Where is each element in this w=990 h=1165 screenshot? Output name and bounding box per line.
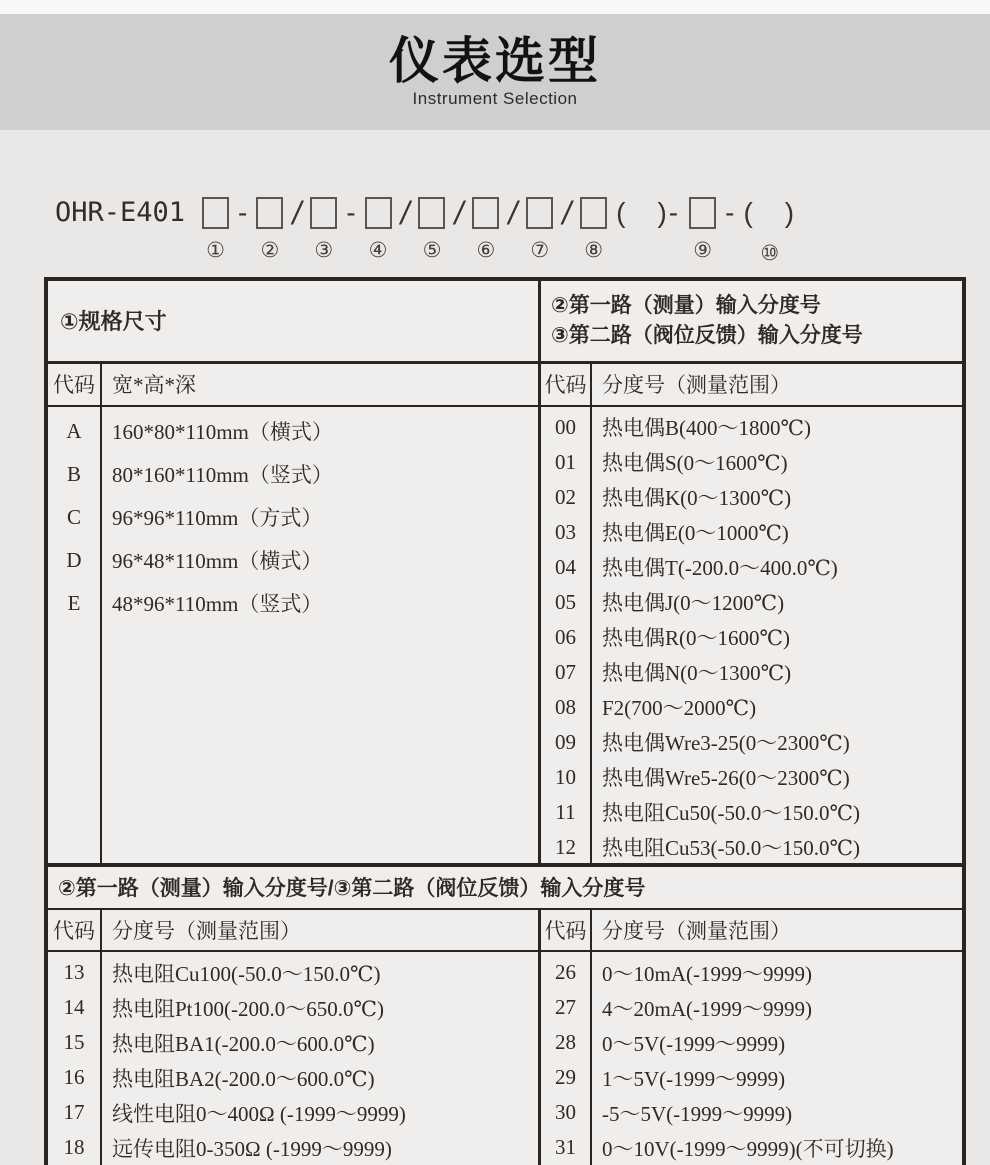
col-header-code: 代码	[544, 919, 587, 943]
model-code-field-8	[580, 194, 607, 262]
input-row: 18 远传电阻0-350Ω (-1999～9999)	[63, 1135, 392, 1161]
size-panel	[48, 364, 541, 863]
input-row: 30 -5～5V(-1999～9999)	[555, 1100, 793, 1126]
code-box-1	[202, 197, 229, 229]
input-row: 04 热电偶T(-200.0～400.0℃)	[555, 554, 838, 581]
input-row: 00 热电偶B(400～1800℃)	[555, 414, 811, 441]
model-code-field-3	[310, 194, 337, 262]
size-row: B 80*160*110mm（竖式）	[66, 461, 333, 488]
model-code-separator	[238, 194, 247, 265]
input-row: 29 1～5V(-1999～9999)	[555, 1065, 786, 1091]
input-row: 16 热电阻BA2(-200.0～600.0℃)	[63, 1065, 375, 1091]
size-row: D 96*48*110mm（横式）	[66, 547, 323, 574]
slash-separator: /	[292, 195, 302, 231]
section2-right-panel	[541, 910, 962, 1165]
page-title: 仪表选型	[389, 32, 601, 89]
model-code-field-4	[365, 194, 392, 262]
paren-blank: ( )	[743, 197, 797, 228]
size-rows	[48, 407, 538, 625]
col-header-size: 宽*高*深	[112, 373, 196, 398]
input-header-line1: ②第一路（测量）输入分度号	[551, 294, 821, 318]
input-row: 06 热电偶R(0～1600℃)	[555, 624, 790, 651]
col-header-code: 代码	[53, 919, 95, 943]
code-box-9	[689, 197, 716, 229]
input-row: 28 0～5V(-1999～9999)	[555, 1030, 786, 1056]
spec-size-header: ①规格尺寸	[48, 281, 541, 361]
slash-separator: /	[562, 195, 572, 231]
model-code-separator	[346, 194, 355, 265]
input-row: 12 热电阻Cu53(-50.0～150.0℃)	[555, 834, 860, 861]
input-column-headers	[541, 364, 962, 407]
section2-left-panel	[48, 910, 541, 1165]
model-code-field-1	[202, 194, 229, 262]
selection-table	[44, 277, 966, 1165]
model-code-separator	[508, 194, 517, 265]
model-code-separator	[292, 194, 301, 265]
code-box-8	[580, 197, 607, 229]
model-code-separator	[725, 194, 734, 265]
slash-separator: /	[400, 195, 410, 231]
size-column-headers	[48, 364, 538, 407]
position-circle-6: ⑥	[476, 238, 496, 262]
input-row: 09 热电偶Wre3-25(0～2300℃)	[555, 729, 850, 756]
position-circle-10: ⑩	[760, 241, 780, 265]
model-code-line	[55, 194, 970, 265]
input-row: 03 热电偶E(0～1000℃)	[555, 519, 789, 546]
input-channel-header	[541, 281, 962, 361]
column-divider	[590, 910, 592, 1165]
header-band	[0, 14, 990, 130]
position-circle-5: ⑤	[422, 238, 442, 262]
code-box-7	[526, 197, 553, 229]
input-row: 05 热电偶J(0～1200℃)	[555, 589, 785, 616]
input-panel	[541, 364, 962, 863]
model-code-paren-group-10	[743, 194, 796, 265]
position-circle-9: ⑨	[693, 238, 713, 262]
code-box-2	[256, 197, 283, 229]
position-circle-3: ③	[314, 238, 334, 262]
top-strip	[0, 0, 990, 14]
model-code-field-2	[256, 194, 283, 262]
col-header-code: 代码	[53, 373, 95, 398]
table-header-row	[48, 281, 962, 364]
input-row: 08 F2(700～2000℃)	[555, 694, 757, 721]
column-divider	[590, 364, 592, 863]
code-box-4	[365, 197, 392, 229]
model-code-field-9	[689, 194, 716, 262]
input-rows	[541, 407, 962, 865]
col-header-range: 分度号（测量范围）	[602, 373, 791, 398]
slash-separator: /	[454, 195, 464, 231]
code-box-3	[310, 197, 337, 229]
section2-left-column-headers	[48, 910, 538, 952]
section2-right-rows	[541, 952, 962, 1165]
input-row: 07 热电偶N(0～1300℃)	[555, 659, 792, 686]
section2-right-column-headers	[541, 910, 962, 952]
dash-separator: -	[346, 197, 356, 228]
model-code-field-5	[418, 194, 445, 262]
column-divider	[100, 364, 102, 863]
col-header-range: 分度号（测量范围）	[112, 919, 301, 943]
input-row: 02 热电偶K(0～1300℃)	[555, 484, 792, 511]
input-row: 26 0～10mA(-1999～9999)	[555, 960, 812, 986]
input-row: 27 4～20mA(-1999～9999)	[555, 995, 812, 1021]
dash-separator: -	[238, 197, 248, 228]
code-box-6	[472, 197, 499, 229]
col-header-range: 分度号（测量范围）	[602, 919, 791, 943]
position-circle-7: ⑦	[530, 238, 550, 262]
input-row: 01 热电偶S(0～1600℃)	[555, 449, 788, 476]
section1-body	[48, 364, 962, 867]
model-code-separator	[454, 194, 463, 265]
size-row: A 160*80*110mm（横式）	[66, 418, 333, 445]
position-circle-4: ④	[368, 238, 388, 262]
model-code-separator	[562, 194, 571, 265]
model-code-paren-group	[616, 194, 680, 265]
section2-left-rows	[48, 952, 538, 1165]
input-row: 31 0～10V(-1999～9999)(不可切换)	[555, 1135, 894, 1161]
input-row: 10 热电偶Wre5-26(0～2300℃)	[555, 764, 850, 791]
input-row: 14 热电阻Pt100(-200.0～650.0℃)	[63, 995, 384, 1021]
section2-body	[48, 910, 962, 1165]
input-row: 11 热电阻Cu50(-50.0～150.0℃)	[555, 799, 860, 826]
col-header-code: 代码	[544, 373, 587, 398]
model-code-separator	[401, 194, 410, 265]
size-row: C 96*96*110mm（方式）	[66, 504, 323, 531]
input-header-line2: ③第二路（阀位反馈）输入分度号	[551, 323, 863, 347]
input-row: 17 线性电阻0～400Ω (-1999～9999)	[63, 1100, 406, 1126]
slash-separator: /	[508, 195, 518, 231]
code-box-5	[418, 197, 445, 229]
column-divider	[100, 910, 102, 1165]
position-circle-2: ②	[260, 238, 280, 262]
input-row: 15 热电阻BA1(-200.0～600.0℃)	[63, 1030, 375, 1056]
dash-separator: -	[725, 197, 735, 228]
model-code-field-6	[472, 194, 499, 262]
paren-blank: ( )-	[616, 197, 681, 228]
page-subtitle: Instrument Selection	[412, 89, 578, 109]
section2-header: ②第一路（测量）输入分度号/③第二路（阀位反馈）输入分度号	[48, 867, 962, 910]
input-row: 13 热电阻Cu100(-50.0～150.0℃)	[63, 960, 381, 986]
model-code-field-7	[526, 194, 553, 262]
size-row: E 48*96*110mm（竖式）	[67, 590, 323, 617]
model-code-prefix: OHR-E401	[55, 197, 186, 228]
position-circle-1: ①	[206, 238, 225, 262]
position-circle-8: ⑧	[584, 238, 604, 262]
